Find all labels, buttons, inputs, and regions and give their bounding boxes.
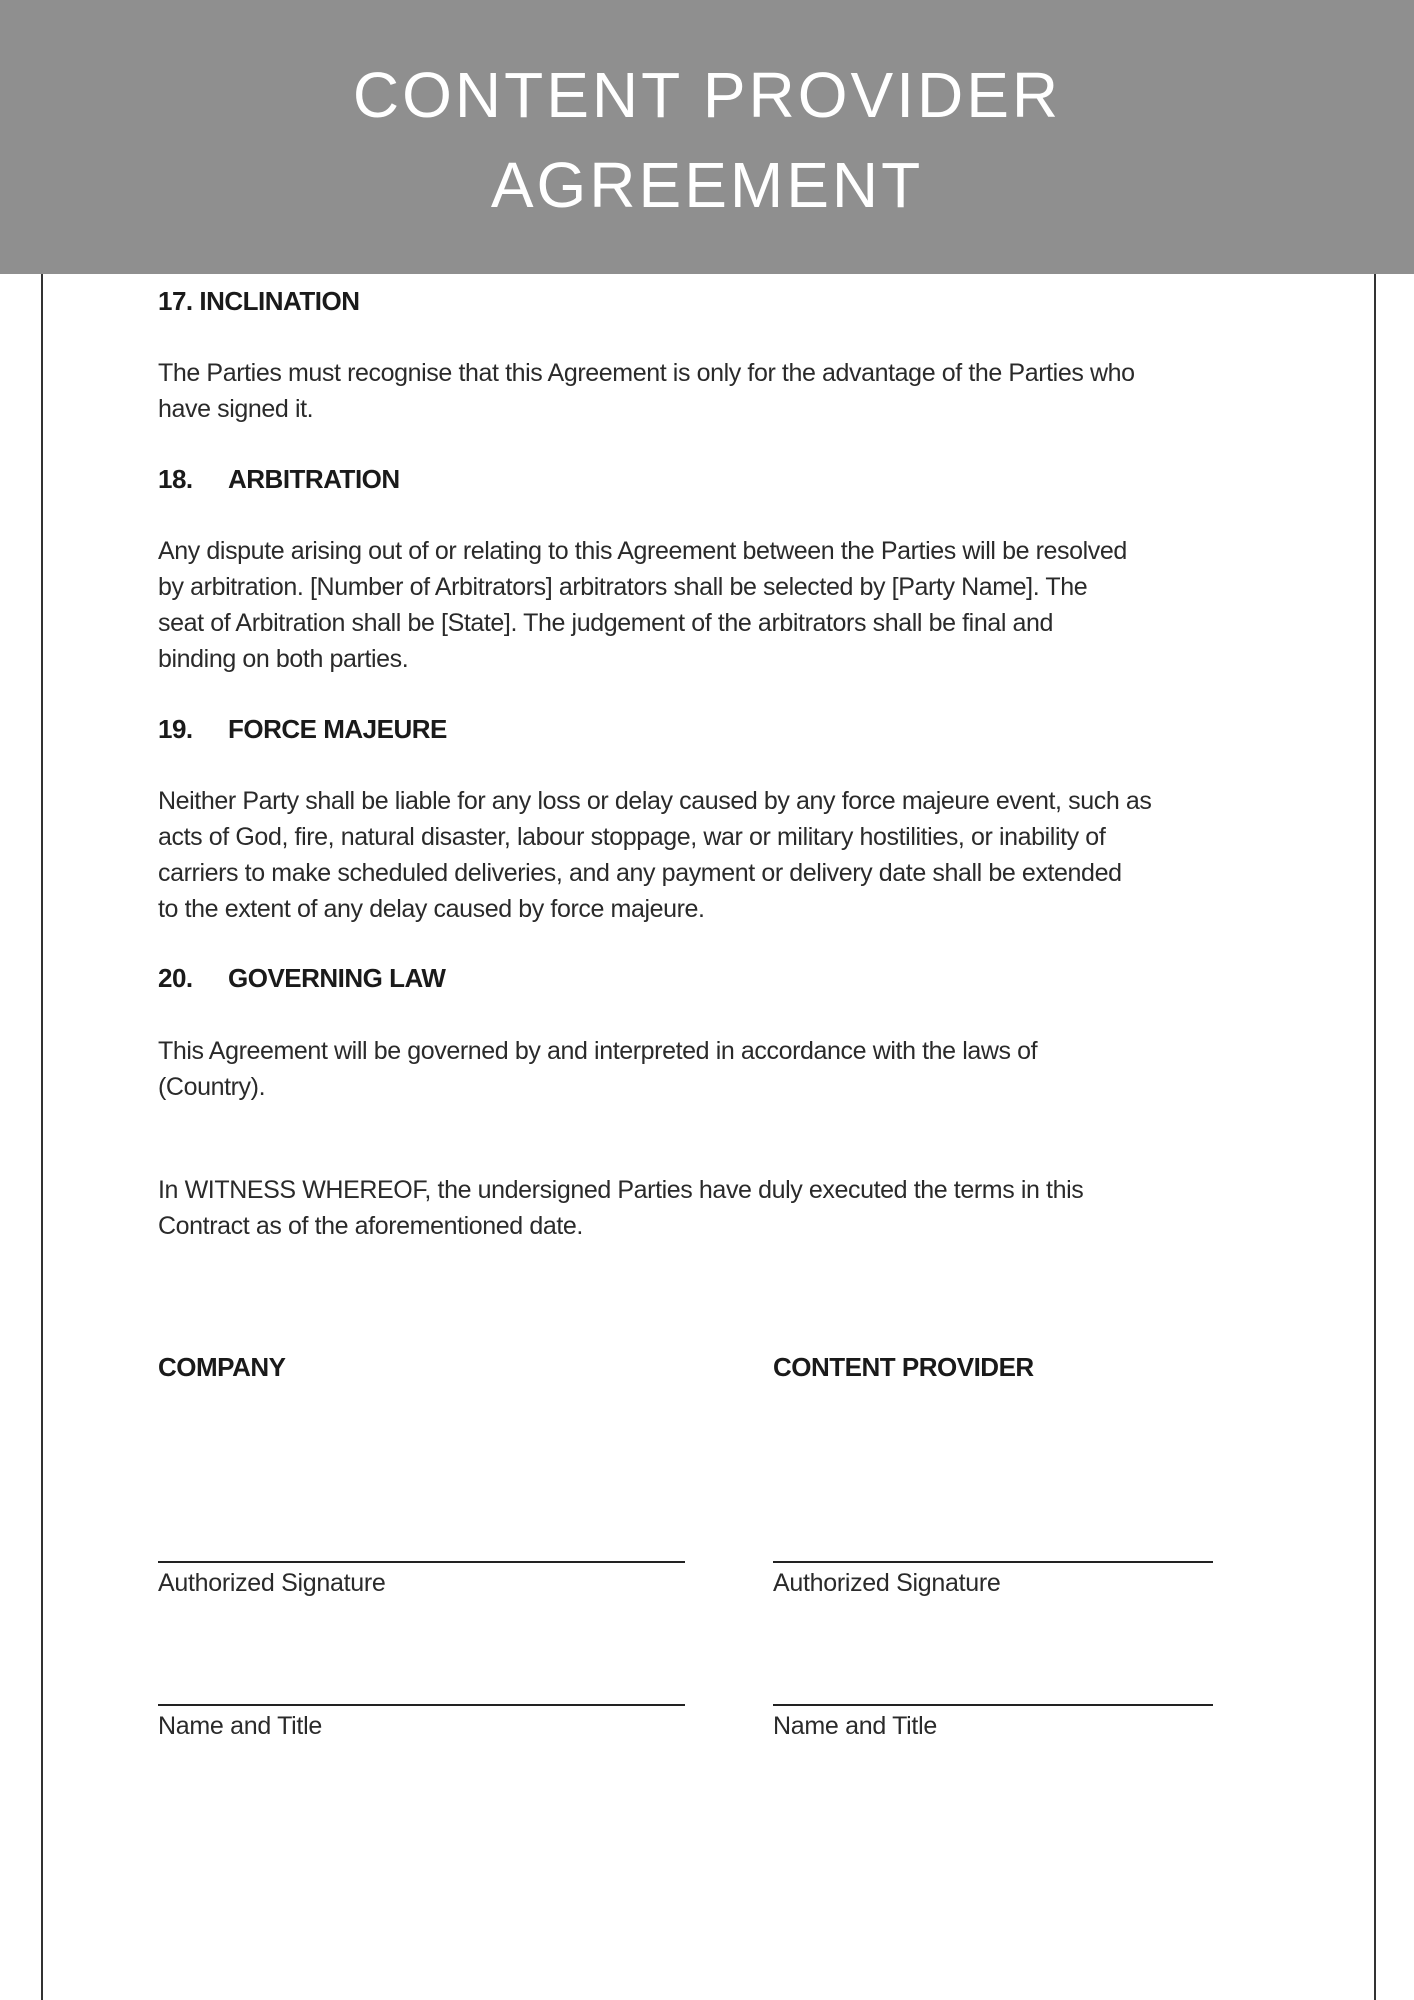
company-signature-label: Authorized Signature — [158, 1569, 386, 1597]
section-number: 18. — [158, 464, 193, 494]
section-19-heading — [158, 714, 447, 745]
provider-signature-label: Authorized Signature — [773, 1569, 1001, 1597]
body-line: binding on both parties. — [158, 645, 409, 673]
company-name-label: Name and Title — [158, 1712, 322, 1740]
provider-name-label: Name and Title — [773, 1712, 937, 1740]
body-line: carriers to make scheduled deliveries, and any payment or delivery date shall be extended — [158, 859, 1122, 887]
body-line: In WITNESS WHEREOF, the undersigned Parties have duly executed the terms in this — [158, 1176, 1084, 1204]
body-line: have signed it. — [158, 395, 314, 423]
body-line: by arbitration. [Number of Arbitrators] arbitrators shall be selected by [Party Name]. The — [158, 573, 1088, 601]
section-number: 17. — [158, 286, 193, 316]
section-title: GOVERNING LAW — [228, 963, 446, 993]
section-title: FORCE MAJEURE — [228, 714, 447, 744]
section-title: ARBITRATION — [228, 464, 400, 494]
body-line: (Country). — [158, 1073, 266, 1101]
company-name-line[interactable] — [158, 1704, 685, 1706]
body-line: This Agreement will be governed by and interpreted in accordance with the laws of — [158, 1037, 1038, 1065]
section-19-body — [158, 783, 1278, 927]
section-title: INCLINATION — [199, 286, 360, 316]
content-provider-party-label: CONTENT PROVIDER — [773, 1352, 1034, 1382]
witness-clause — [158, 1172, 1278, 1244]
company-party-label: COMPANY — [158, 1352, 286, 1382]
body-line: Any dispute arising out of or relating to this Agreement between the Parties will be resolved — [158, 537, 1127, 565]
title-banner — [0, 0, 1414, 274]
provider-signature-line[interactable] — [773, 1561, 1213, 1563]
section-18-heading — [158, 464, 400, 495]
body-line: The Parties must recognise that this Agreement is only for the advantage of the Parties who — [158, 359, 1135, 387]
body-line: seat of Arbitration shall be [State]. The judgement of the arbitrators shall be final and — [158, 609, 1054, 637]
section-20-body — [158, 1033, 1278, 1105]
section-17-heading — [158, 286, 360, 317]
title-line-2: AGREEMENT — [490, 149, 924, 221]
section-number: 20. — [158, 963, 193, 993]
title-line-1: CONTENT PROVIDER — [352, 59, 1062, 131]
provider-name-line[interactable] — [773, 1704, 1213, 1706]
section-20-heading — [158, 963, 445, 994]
section-18-body — [158, 533, 1278, 677]
body-line: Neither Party shall be liable for any loss or delay caused by any force majeure event, such as — [158, 787, 1152, 815]
company-signature-line[interactable] — [158, 1561, 685, 1563]
body-line: Contract as of the aforementioned date. — [158, 1212, 583, 1240]
page-border-left — [41, 274, 43, 2000]
body-line: acts of God, fire, natural disaster, labour stoppage, war or military hostilities, or inability of — [158, 823, 1106, 851]
page-border-right — [1374, 274, 1376, 2000]
section-number: 19. — [158, 714, 193, 744]
section-17-body — [158, 355, 1278, 427]
body-line: to the extent of any delay caused by force majeure. — [158, 895, 705, 923]
